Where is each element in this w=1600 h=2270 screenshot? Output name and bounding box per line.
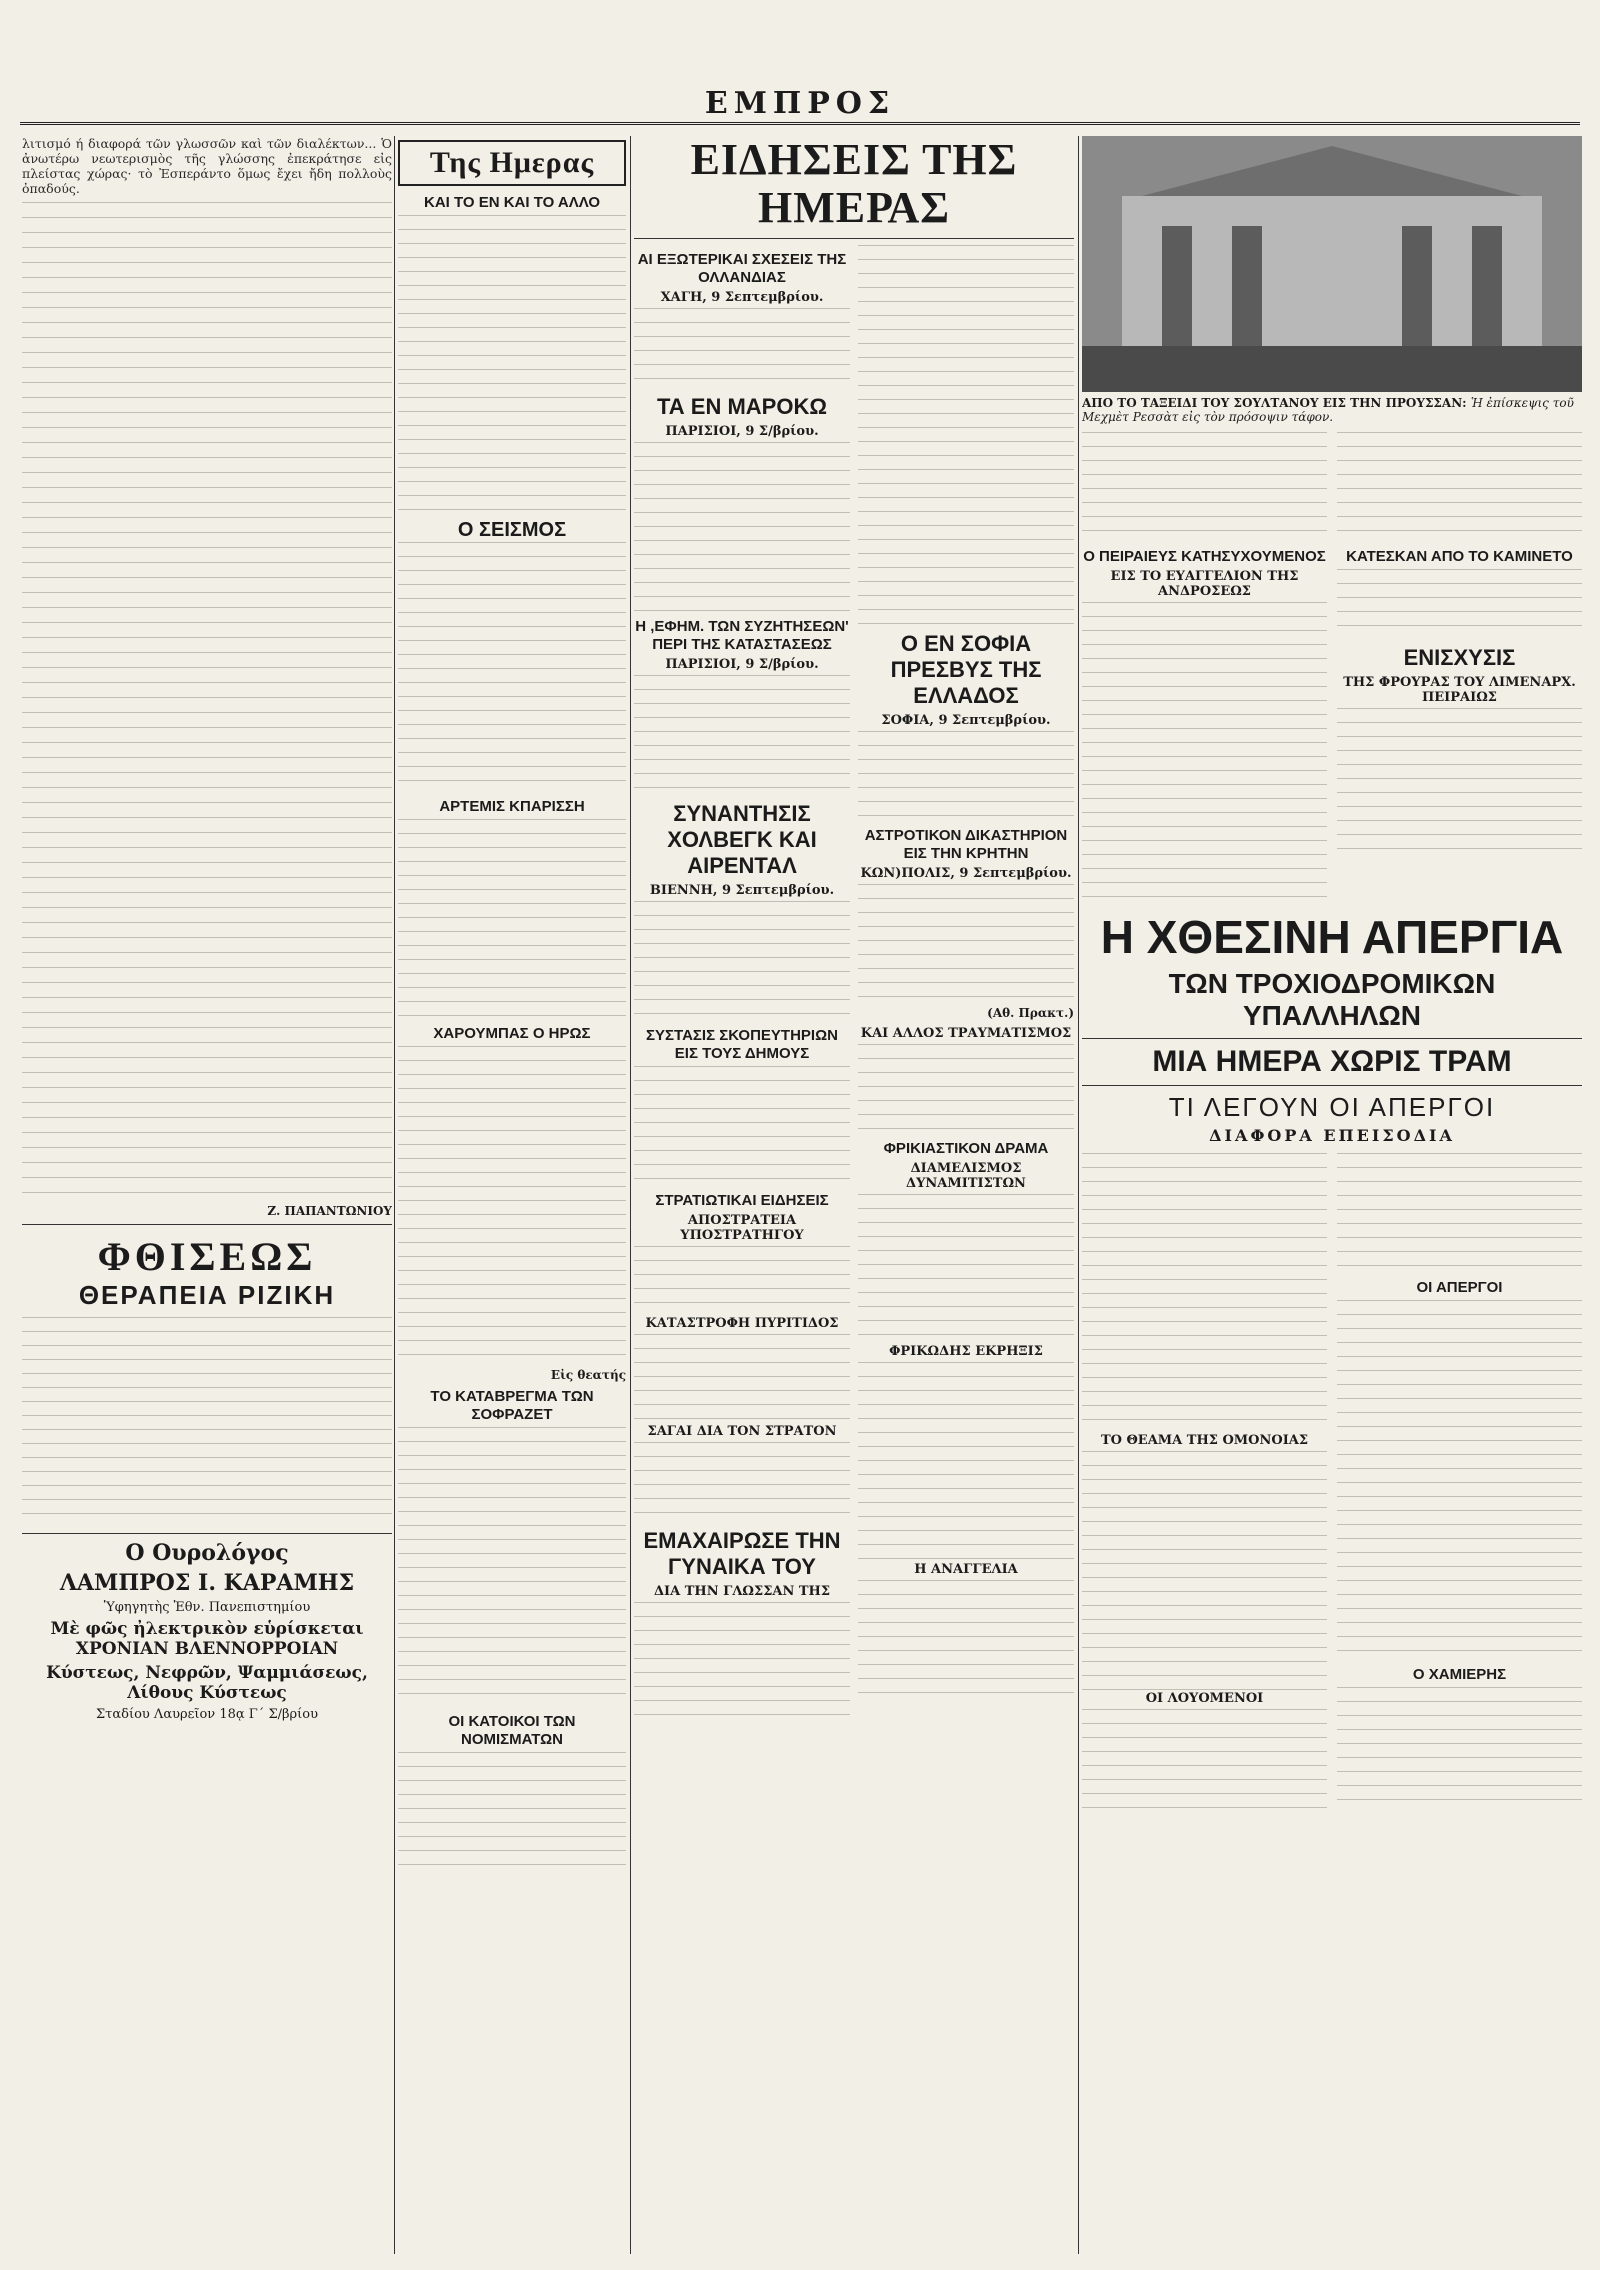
page-title: ΕΙΔΗΣΕΙΣ ΤΗΣ ΗΜΕΡΑΣ — [690, 136, 1018, 232]
section-heading: ΣΥΣΤΑΣΙΣ ΣΚΟΠΕΥΤΗΡΙΩΝ ΕΙΣ ΤΟΥΣ ΔΗΜΟΥΣ — [646, 1027, 838, 1062]
strike-headline: ΔΙΑΦΟΡΑ ΕΠΕΙΣΟΔΙΑ — [1209, 1126, 1455, 1145]
article-body — [398, 819, 626, 1019]
section-subheading: ΔΙΑΜΕΛΙΣΜΟΣ ΔΥΝΑΜΙΤΙΣΤΩΝ — [906, 1161, 1026, 1191]
section-heading: ΟΙ ΛΟΥΟΜΕΝΟΙ — [1145, 1691, 1264, 1706]
subcolumn-right — [1337, 432, 1582, 902]
column-3 — [634, 136, 1074, 2254]
section-heading: ΑΡΤΕΜΙΣ ΚΠΑΡΙΣΣΗ — [439, 798, 585, 815]
article-body — [634, 901, 850, 1021]
article-body — [22, 202, 392, 1202]
article-body — [858, 1044, 1074, 1134]
article-body — [1337, 432, 1582, 542]
article-body — [1082, 1451, 1327, 1691]
divider — [1082, 1038, 1582, 1039]
section-subheading: ΔΙΑ ΤΗΝ ΓΛΩΣΣΑΝ ΤΗΣ — [653, 1584, 831, 1599]
column-2 — [398, 136, 626, 2254]
section-heading: Ο ΣΕΙΣΜΟΣ — [457, 519, 567, 541]
section-subheading: ΤΗΣ ΦΡΟΥΡΑΣ ΤΟΥ ΛΙΜΕΝΑΡΧ. ΠΕΙΡΑΙΩΣ — [1343, 675, 1576, 705]
article-body — [634, 308, 850, 388]
article-body — [634, 675, 850, 795]
section-heading: Ο ΕΝ ΣΟΦΙΑ ΠΡΕΣΒΥΣ ΤΗΣ ΕΛΛΑΔΟΣ — [890, 631, 1042, 708]
section-heading: Ο ΠΕΙΡΑΙΕΥΣ ΚΑΤΗΣΥΧΟΥΜΕΝΟΣ — [1083, 548, 1326, 565]
newspaper-title: ΕΜΠΡΟΣ — [704, 86, 896, 121]
column-divider — [394, 136, 395, 2254]
section-heading: Ο ΧΑΜΙΕΡΗΣ — [1412, 1666, 1507, 1683]
column-divider — [630, 136, 631, 2254]
article-body — [858, 884, 1074, 1004]
subcolumn-left — [1082, 432, 1327, 902]
article-body — [858, 1580, 1074, 1700]
article-body — [634, 1066, 850, 1186]
section-subheading: ΑΠΟΣΤΡΑΤΕΙΑ ΥΠΟΣΤΡΑΤΗΓΟΥ — [680, 1213, 804, 1243]
article-signature: Ζ. ΠΑΠΑΝΤΩΝΙΟΥ — [267, 1204, 392, 1218]
article-body — [858, 731, 1074, 821]
article-body — [398, 1427, 626, 1707]
article-signature: Εἰς θεατής — [550, 1368, 626, 1382]
article-body — [1082, 602, 1327, 902]
section-heading: Η ,ΕΦΗΜ. ΤΩΝ ΣΥΖΗΤΗΣΕΩΝ' ΠΕΡΙ ΤΗΣ ΚΑΤΑΣΤΑΣΕΩΣ — [635, 618, 849, 653]
article-body — [634, 1602, 850, 1722]
article-body — [1082, 1709, 1327, 1819]
article-body — [858, 1194, 1074, 1344]
strike-headline: ΤΩΝ ΤΡΟΧΙΟΔΡΟΜΙΚΩΝ ΥΠΑΛΛΗΛΩΝ — [1168, 968, 1496, 1031]
article-body — [398, 1752, 626, 1872]
dateline: ΚΩΝ)ΠΟΛΙΣ, 9 Σεπτεμβρίου. — [860, 866, 1072, 881]
divider — [22, 1224, 392, 1225]
section-heading: ΦΡΙΚΩΔΗΣ ΕΚΡΗΞΙΣ — [889, 1344, 1043, 1359]
article-body — [398, 1046, 626, 1366]
section-header: Της Ημερας — [398, 140, 626, 186]
article-body — [634, 1246, 850, 1316]
ad2-name: ΛΑΜΠΡΟΣ Ι. ΚΑΡΑΜΗΣ — [59, 1570, 355, 1596]
article-signature: (Αθ. Πρακτ.) — [987, 1006, 1074, 1020]
dateline: ΣΟΦΙΑ, 9 Σεπτεμβρίου. — [881, 713, 1051, 728]
column-4 — [1082, 136, 1582, 2254]
article-body — [1337, 1300, 1582, 1660]
divider — [1082, 1085, 1582, 1086]
section-heading: ΤΟ ΚΑΤΑΒΡΕΓΜΑ ΤΩΝ ΣΟΦΡΑΖΕΤ — [430, 1388, 594, 1423]
section-heading: Η ΑΝΑΓΓΕΛΙΑ — [914, 1562, 1018, 1577]
article-body — [1337, 1687, 1582, 1807]
dateline: ΒΙΕΝΝΗ, 9 Σεπτεμβρίου. — [649, 883, 835, 898]
section-heading: ΚΑΙ ΑΛΛΟΣ ΤΡΑΥΜΑΤΙΣΜΟΣ — [860, 1026, 1072, 1041]
section-heading: ΤΟ ΘΕΑΜΑ ΤΗΣ ΟΜΟΝΟΙΑΣ — [1100, 1433, 1309, 1448]
article-body — [1082, 432, 1327, 542]
two-subcolumns — [1082, 432, 1582, 902]
ad-title: ΦΘΙΣΕΩΣ — [97, 1234, 317, 1279]
subcolumn-right — [858, 245, 1074, 1722]
section-heading: ΣΥΝΑΝΤΗΣΙΣ ΧΟΛΒΕΓΚ ΚΑΙ ΑΙΡΕΝΤΑΛ — [667, 801, 817, 878]
two-subcolumns — [1082, 1153, 1582, 1819]
article-body — [858, 245, 1074, 625]
dateline: ΠΑΡΙΣΙΟΙ, 9 Σ/βρίου. — [665, 424, 819, 439]
article-body — [858, 1362, 1074, 1562]
masthead — [20, 86, 1580, 125]
section-heading: ΚΑΤΕΣΚΑΝ ΑΠΟ ΤΟ ΚΑΜΙΝΕΤΟ — [1346, 548, 1573, 565]
photo-caption: ΑΠΟ ΤΟ ΤΑΞΕΙΔΙ ΤΟΥ ΣΟΥΛΤΑΝΟΥ ΕΙΣ ΤΗΝ ΠΡΟΥΣΣΑΝ: Ἡ ἐπίσκεψις τοῦ Μεχμὲτ Ρεσσὰτ εἰς τὸν πρόσοψιν τάφον. — [1082, 396, 1574, 424]
section-heading: ΧΑΡΟΥΜΠΑΣ Ο ΗΡΩΣ — [433, 1025, 591, 1042]
strike-headline: ΜΙΑ ΗΜΕΡΑ ΧΩΡΙΣ ΤΡΑΜ — [1152, 1045, 1512, 1078]
section-heading: ΕΝΙΣΧΥΣΙΣ — [1403, 645, 1516, 670]
ad2-line: Σταδίου Λαυρεῖον 18ᾳ Γ΄ Σ/βρίου — [95, 1707, 318, 1722]
column-divider — [1078, 136, 1079, 2254]
article-body — [634, 1442, 850, 1522]
section-heading: ΚΑΙ ΤΟ ΕΝ ΚΑΙ ΤΟ ΑΛΛΟ — [423, 194, 600, 211]
ad-subtitle: ΘΕΡΑΠΕΙΑ ΡΙΖΙΚΗ — [78, 1280, 336, 1310]
dateline: ΠΑΡΙΣΙΟΙ, 9 Σ/βρίου. — [665, 657, 819, 672]
two-subcolumns — [634, 245, 1074, 1722]
subcolumn-left — [634, 245, 850, 1722]
section-heading: ΦΡΙΚΙΑΣΤΙΚΟΝ ΔΡΑΜΑ — [883, 1140, 1049, 1157]
article-body — [1337, 708, 1582, 858]
ad2-line: Ὑφηγητὴς Ἐθν. Πανεπιστημίου — [103, 1600, 311, 1615]
section-heading: ΣΑΓΑΙ ΔΙΑ ΤΟΝ ΣΤΡΑΤΟΝ — [647, 1424, 837, 1439]
strike-headline: ΤΙ ΛΕΓΟΥΝ ΟΙ ΑΠΕΡΓΟΙ — [1168, 1092, 1496, 1122]
article-body — [1337, 1153, 1582, 1273]
article-body — [398, 542, 626, 792]
ad2-line: Κύστεως, Νεφρῶν, Ψαμμιάσεως, Λίθους Κύστεως — [46, 1663, 368, 1703]
section-heading: ΟΙ ΑΠΕΡΓΟΙ — [1416, 1279, 1503, 1296]
ad2-title: Ο Ουρολόγος — [125, 1540, 289, 1566]
section-heading: ΤΑ ΕΝ ΜΑΡΟΚΩ — [656, 394, 827, 419]
section-heading: ΑΙ ΕΞΩΤΕΡΙΚΑΙ ΣΧΕΣΕΙΣ ΤΗΣ ΟΛΛΑΝΔΙΑΣ — [637, 251, 847, 286]
section-heading: ΣΤΡΑΤΙΩΤΙΚΑΙ ΕΙΔΗΣΕΙΣ — [655, 1192, 829, 1209]
news-photo — [1082, 136, 1582, 392]
column-1 — [22, 136, 392, 2254]
strike-headline: Η ΧΘΕΣΙΝΗ ΑΠΕΡΓΙΑ — [1100, 911, 1564, 963]
divider — [634, 238, 1074, 239]
divider — [22, 1533, 392, 1534]
section-heading: ΚΑΤΑΣΤΡΟΦΗ ΠΥΡΙΤΙΔΟΣ — [645, 1316, 839, 1331]
article-body — [1082, 1153, 1327, 1433]
article-body — [1337, 569, 1582, 639]
article-text: λιτισμό ή διαφορά τῶν γλωσσῶν καὶ τῶν διαλέκτων... Ὁ ἀνωτέρω νεωτερισμὸς τῆς γλώσσης ἐπεκράτησε εἰς πλείστας χώρας· τὸ Ἐσπεράντο ὅμως ἔχει ἤδη πολλοὺς ὀπαδούς. — [22, 136, 392, 196]
subcolumn-right — [1337, 1153, 1582, 1819]
article-body — [634, 442, 850, 612]
dateline: ΧΑΓΗ, 9 Σεπτεμβρίου. — [660, 290, 824, 305]
subcolumn-left — [1082, 1153, 1327, 1819]
ad-body — [22, 1317, 392, 1527]
section-subheading: ΕΙΣ ΤΟ ΕΥΑΓΓΕΛΙΟΝ ΤΗΣ ΑΝΔΡΟΣΕΩΣ — [1110, 569, 1299, 599]
article-body — [398, 215, 626, 515]
section-heading: ΕΜΑΧΑΙΡΩΣΕ ΤΗΝ ΓΥΝΑΙΚΑ ΤΟΥ — [643, 1528, 841, 1579]
article-body — [634, 1334, 850, 1424]
photo-illustration — [1082, 136, 1582, 392]
ad2-line: Μὲ φῶς ἠλεκτρικὸν εὑρίσκεται ΧΡΟΝΙΑΝ ΒΛΕΝΝΟΡΡΟΙΑΝ — [50, 1619, 364, 1659]
section-heading: ΟΙ ΚΑΤΟΙΚΟΙ ΤΩΝ ΝΟΜΙΣΜΑΤΩΝ — [448, 1713, 576, 1748]
section-heading: ΑΣΤΡΟΤΙΚΟΝ ΔΙΚΑΣΤΗΡΙΟΝ ΕΙΣ ΤΗΝ ΚΡΗΤΗΝ — [864, 827, 1068, 862]
